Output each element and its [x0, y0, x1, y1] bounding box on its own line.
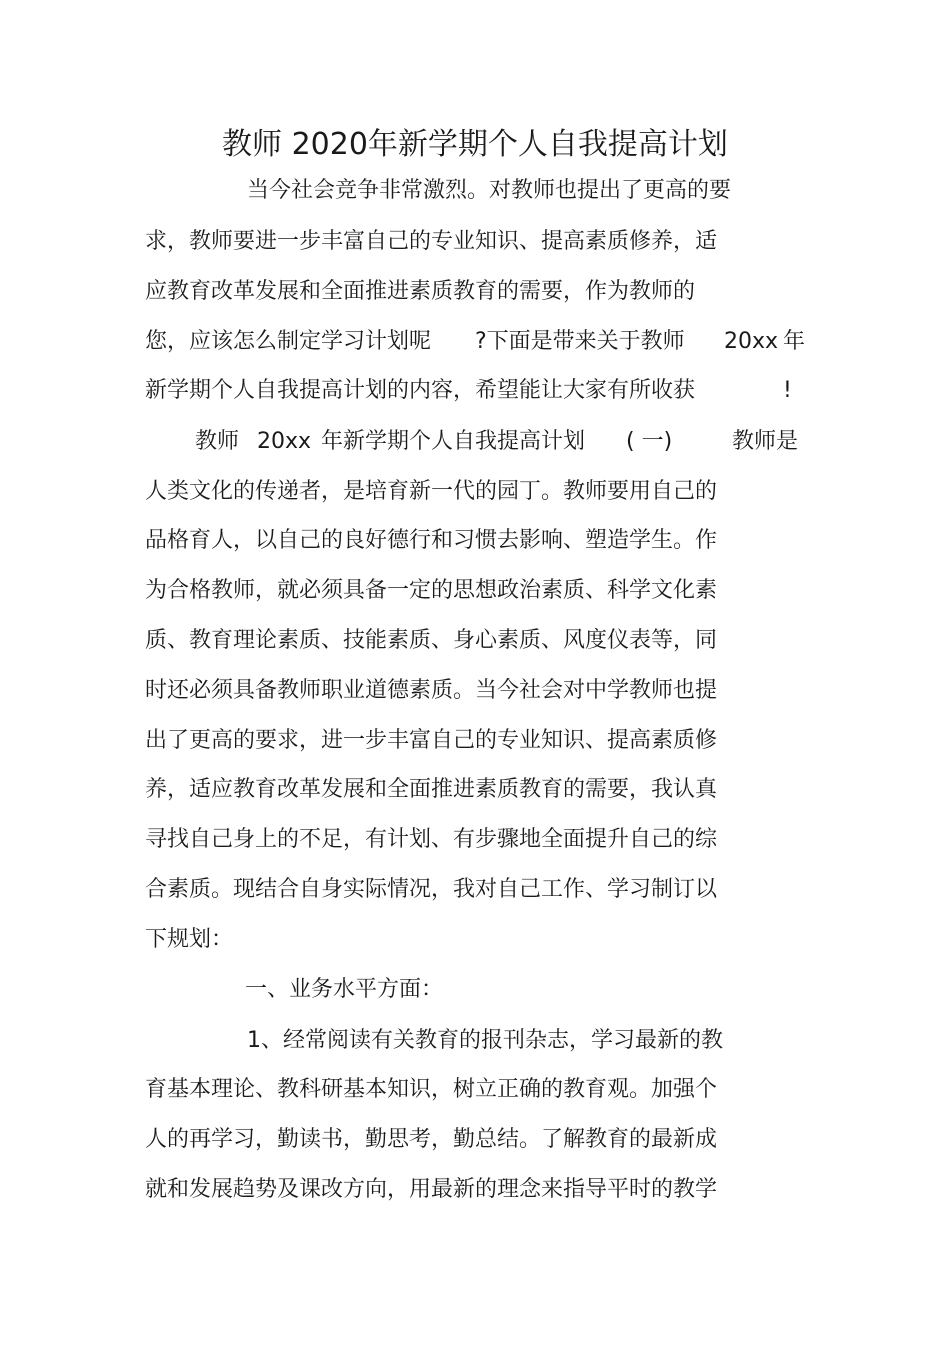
intro-line-2: 求，教师要进一步丰富自己的专业知识、提高素质修养，适	[145, 229, 718, 254]
part-one-line-1: 1、经常阅读有关教育的报刊杂志，学习最新的教	[247, 1028, 723, 1053]
section-one-heading-c: 年新学期个人自我提高计划	[321, 429, 586, 454]
part-one-line-3: 人的再学习，勤读书，勤思考，勤总结。了解教育的最新成	[145, 1127, 718, 1152]
section-one-line-2: 品格育人，以自己的良好德行和习惯去影响、塑造学生。作	[145, 528, 718, 553]
part-one-line-4: 就和发展趋势及课改方向，用最新的理念来指导平时的教学	[145, 1177, 718, 1202]
intro-line-4-nian: 年	[783, 329, 806, 354]
section-one-line-10: 下规划：	[145, 927, 234, 952]
section-one-line-3: 为合格教师，就必须具备一定的思想政治素质、科学文化素	[145, 578, 718, 603]
intro-line-4-year: 20xx	[724, 329, 779, 354]
section-one-heading-a: 教师	[195, 429, 240, 454]
intro-line-4-part-a: 您，应该怎么制定学习计划呢	[145, 329, 432, 354]
section-one-line-7: 养，适应教育改革发展和全面推进素质教育的需要，我认真	[145, 777, 718, 802]
section-one-heading-e: 教师是	[732, 429, 799, 454]
section-one-line-1: 人类文化的传递者，是培育新一代的园丁。教师要用自己的	[145, 479, 718, 504]
section-one-line-5: 时还必须具备教师职业道德素质。当今社会对中学教师也提	[145, 678, 718, 703]
section-one-line-4: 质、教育理论素质、技能素质、身心素质、风度仪表等，同	[145, 628, 718, 653]
intro-line-4	[145, 327, 431, 357]
document-title: 教师 2020年新学期个人自我提高计划	[222, 127, 728, 162]
section-one-line-8: 寻找自己身上的不足，有计划、有步骤地全面提升自己的综	[145, 827, 718, 852]
intro-line-5-exclaim: !	[783, 378, 792, 403]
section-one-line-9: 合素质。现结合自身实际情况，我对自己工作、学习制订以	[145, 877, 718, 902]
section-one-heading-number: ( 一)	[626, 429, 673, 454]
part-one-heading: 一、业务水平方面：	[245, 977, 444, 1002]
section-one-heading-year: 20xx	[257, 429, 312, 454]
intro-line-1: 当今社会竞争非常激烈。对教师也提出了更高的要	[247, 178, 732, 203]
intro-line-3: 应教育改革发展和全面推进素质教育的需要，作为教师的	[145, 279, 696, 304]
section-one-line-6: 出了更高的要求，进一步丰富自己的专业知识、提高素质修	[145, 728, 718, 753]
intro-line-5: 新学期个人自我提高计划的内容，希望能让大家有所收获	[145, 378, 696, 403]
part-one-line-2: 育基本理论、教科研基本知识，树立正确的教育观。加强个	[145, 1077, 718, 1102]
intro-line-4-part-b: ?下面是带来关于教师	[475, 329, 685, 354]
